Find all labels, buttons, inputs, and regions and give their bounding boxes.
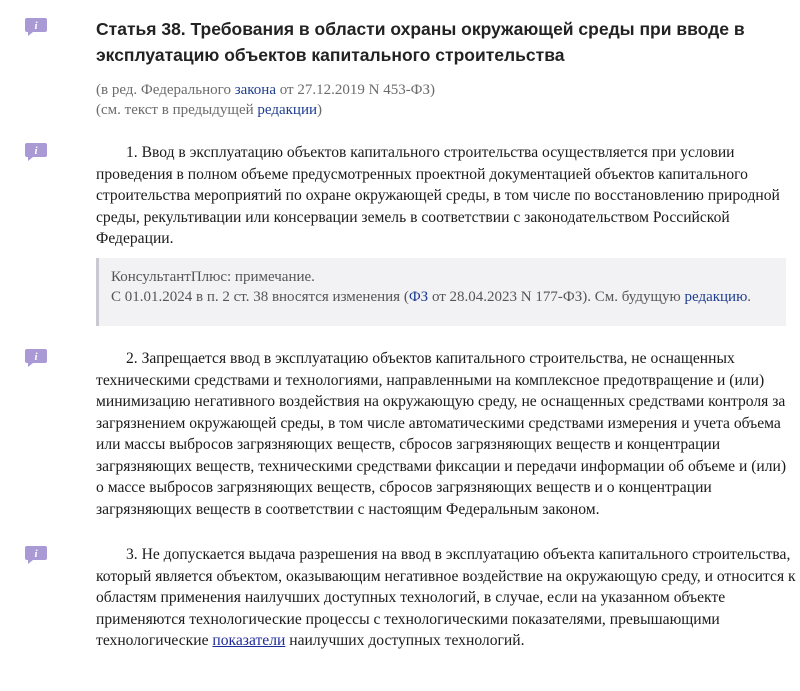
svg-text:i: i	[34, 20, 38, 32]
note-text-after: .	[747, 289, 752, 305]
svg-text:i: i	[34, 145, 38, 157]
edition-note	[96, 80, 776, 100]
fz-link[interactable]: ФЗ	[408, 289, 429, 305]
info-icon[interactable]	[24, 16, 48, 36]
indicators-link[interactable]: показатели	[212, 632, 286, 649]
paragraph-3	[96, 544, 796, 652]
prev-text-suffix: )	[317, 102, 323, 118]
note-header: КонсультантПлюс: примечание.	[111, 269, 315, 285]
paragraph-3-text: 3. Не допускается выдача разрешения на ввод в эксплуатацию объекта капитального строительства, который является объектом, оказывающим негативное воздействие на окружающую среду, и относится к областям применения наилучших доступных технологий, в случае, если на указанном объекте применяются технологические процессы с технологическими показателями, превышающими технологические	[96, 546, 796, 649]
prev-text-prefix: (см. текст в предыдущей	[96, 102, 258, 118]
info-icon[interactable]	[24, 141, 48, 161]
info-icon[interactable]	[24, 544, 48, 564]
svg-text:i: i	[34, 548, 38, 560]
law-link[interactable]: закона	[234, 82, 276, 98]
previous-edition-link[interactable]: редакции	[257, 102, 318, 118]
previous-text-note	[96, 100, 776, 120]
edition-prefix: (в ред. Федерального	[96, 82, 235, 98]
consultant-note	[96, 258, 786, 326]
svg-text:i: i	[34, 351, 38, 363]
edition-suffix: от 27.12.2019 N 453-ФЗ)	[276, 82, 436, 98]
future-edition-link[interactable]: редакцию	[684, 289, 748, 305]
article-title: Статья 38. Требования в области охраны окружающей среды при вводе в эксплуатацию объектов капитального строительства	[96, 19, 745, 65]
note-text	[111, 287, 774, 307]
note-text-before: С 01.01.2024 в п. 2 ст. 38 вносятся изменения (	[111, 289, 409, 305]
paragraph-2: 2. Запрещается ввод в эксплуатацию объектов капитального строительства, не оснащенных техническими средствами и технологиями, направленными на комплексное предотвращение и (или) минимизацию негативного воздействия на окружающую среду, не оснащенных средствами контроля за загрязнением окружающей среды, в том числе автоматическими средствами измерения и учета объема или массы выбросов загрязняющих веществ, сбросов загрязняющих веществ и концентрации загрязняющих веществ, техническими средствами фиксации и передачи информации об объеме и (или) о массе выбросов загрязняющих веществ, сбросов загрязняющих веществ и о концентрации загрязняющих веществ в соответствии с настоящим Федеральным законом.	[96, 350, 787, 518]
paragraph-1: 1. Ввод в эксплуатацию объектов капитального строительства осуществляется при условии проведения в полном объеме предусмотренных проектной документацией объектов капитального строительства мероприятий по охране окружающей среды, в том числе по восстановлению природной среды, рекультивации или консервации земель в соответствии с законодательством Российской Федерации.	[96, 144, 780, 247]
info-icon[interactable]	[24, 347, 48, 367]
note-text-middle: от 28.04.2023 N 177-ФЗ). См. будущую	[428, 289, 685, 305]
paragraph-3-end: наилучших доступных технологий.	[285, 632, 525, 649]
